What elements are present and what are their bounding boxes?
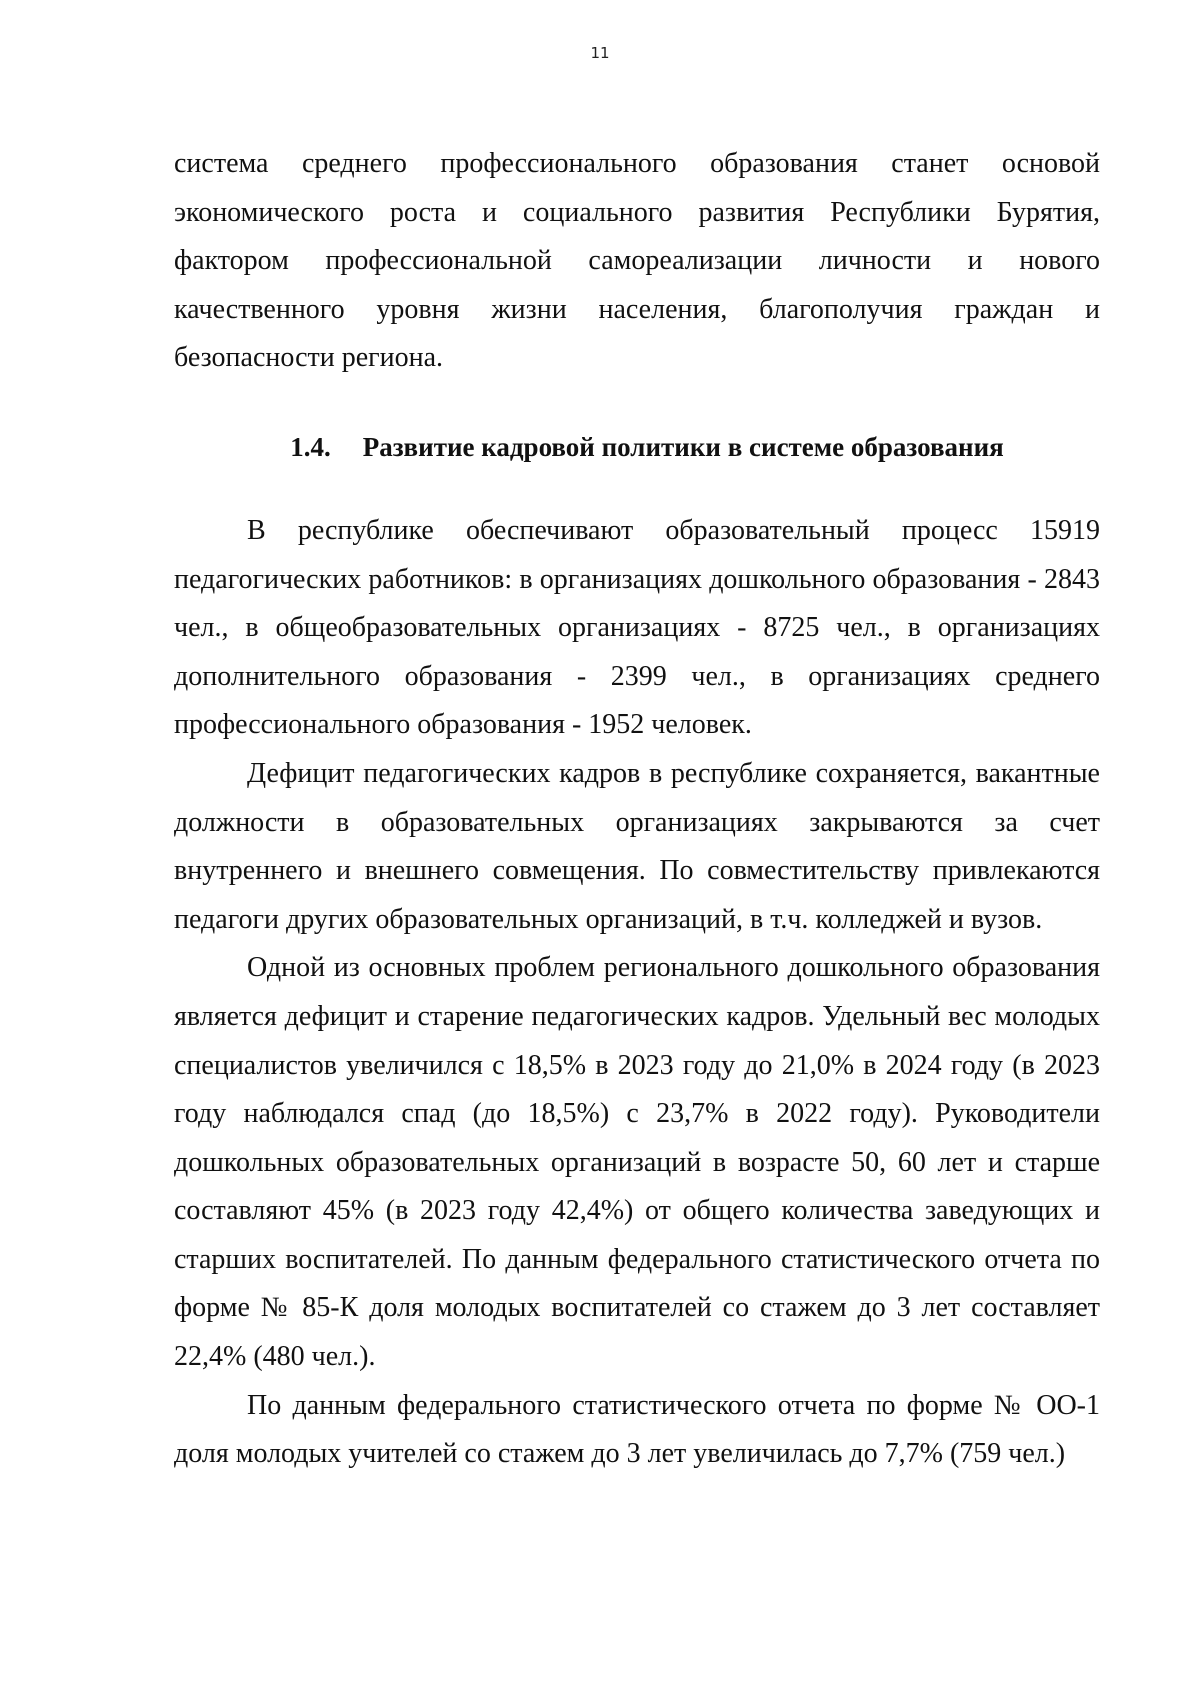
page-number: 11 bbox=[590, 44, 610, 62]
paragraph-staff-deficit: Дефицит педагогических кадров в республике сохраняется, вакантные должности в образовательных организациях закрываются за счет внутреннего и внешнего совмещения. По совместительству привлекаются педагоги других образовательных организаций, в т.ч. колледжей и вузов. bbox=[174, 757, 1100, 935]
paragraph-staff-count: В республике обеспечивают образовательный процесс 15919 педагогических работников: в организациях дошкольного образования - 2843 чел., в общеобразовательных организациях - 8725 чел., в организациях дополнительного образования - 2399 чел., в организациях среднего профессионального образования - 1952 человек. bbox=[174, 514, 1100, 741]
document-body bbox=[174, 140, 1100, 1479]
paragraph-continuation: система среднего профессионального образования станет основой экономического роста и социального развития Республики Бурятия, фактором профессиональной самореализации личности и нового качественного уровня жизни населения, благополучия граждан и безопасности региона. bbox=[174, 148, 1100, 374]
paragraph-preschool-problems: Одной из основных проблем регионального дошкольного образования является дефицит и старение педагогических кадров. Удельный вес молодых специалистов увеличился с 18,5% в 2023 году до 21,0% в 2024 году (в 2023 году наблюдался спад (до 18,5%) с 23,7% в 2022 году). Руководители дошкольных образовательных организаций в возрасте 50, 60 лет и старше составляют 45% (в 2023 году 42,4%) от общего количества заведующих и старших воспитателей. По данным федерального статистического отчета по форме № 85-К доля молодых воспитателей со стажем до 3 лет составляет 22,4% (480 чел.). bbox=[174, 952, 1100, 1373]
section-title: Развитие кадровой политики в системе образования bbox=[362, 431, 1004, 462]
paragraph-young-teachers: По данным федерального статистического отчета по форме № ОО-1 доля молодых учителей со стажем до 3 лет увеличилась до 7,7% (759 чел.) bbox=[174, 1389, 1100, 1470]
section-heading bbox=[174, 423, 1100, 471]
section-number: 1.4. bbox=[290, 431, 331, 462]
